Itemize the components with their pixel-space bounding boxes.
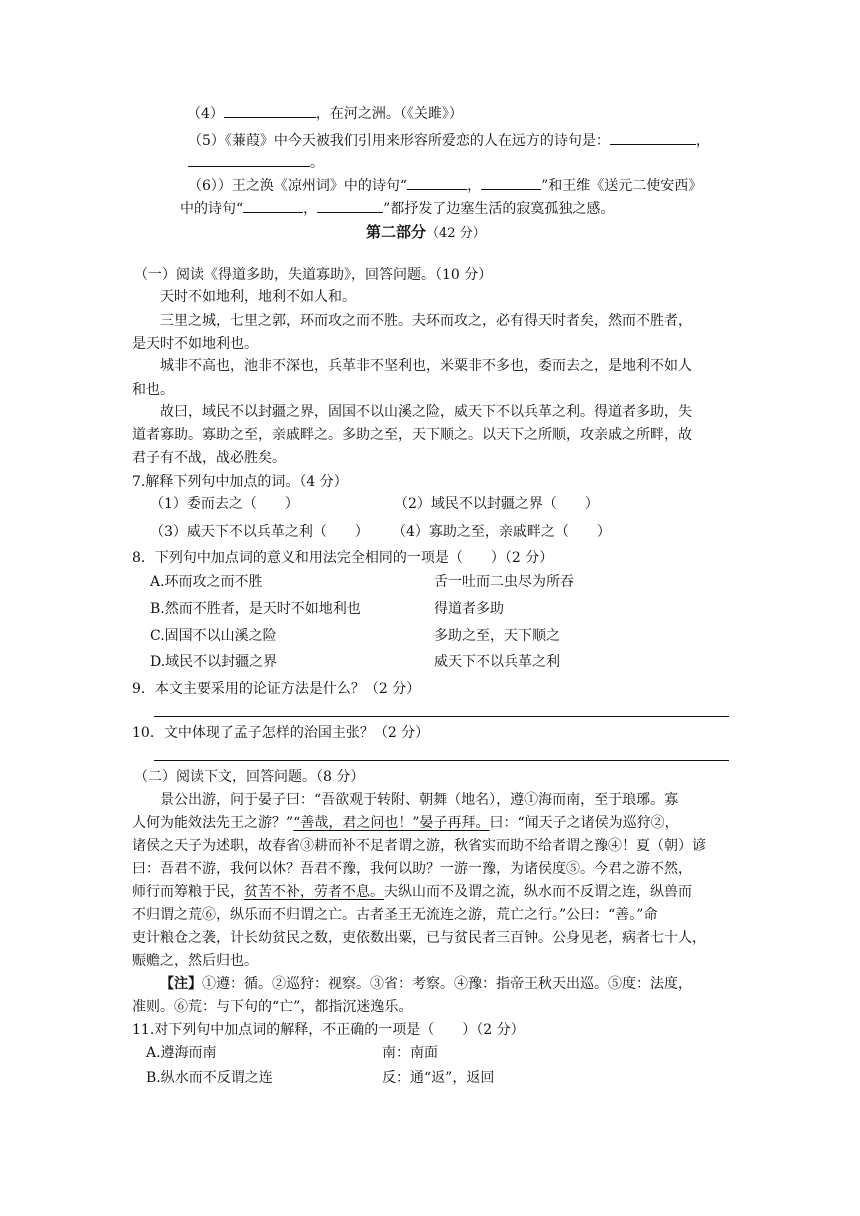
q8-option-c-right: 多助之至，天下顺之 [434,628,560,644]
section2-underlined-2: 贫苦不补，劳者不息。 [244,884,384,900]
section1-para1: 天时不如地利，地利不如人和。 [160,289,356,305]
section2-line4: 曰：吾君不游，我何以休？吾君不豫，我何以助？一游一豫，为诸侯度⑤。今君之游不然， [132,861,692,877]
q5-comma: ， [695,133,710,149]
q11-option-a-left: A.遵海而南 [146,1045,217,1061]
q11-option-b-right: 反：通“返”，返回 [382,1070,495,1086]
q4-line [187,103,463,124]
q4-text: ，在河之洲。（《关雎》） [315,106,463,122]
q6-blank-3[interactable] [243,198,303,213]
q9-answer-line[interactable] [154,716,729,717]
part2-score: （42 分） [426,226,486,241]
part2-heading [366,222,486,244]
section2-line2-a: 人何为能效法先王之游？” [132,815,294,831]
section2-line8: 赈赡之，然后归也。 [132,953,258,969]
q5-answer-blank-2[interactable] [188,152,310,167]
section2-line7: 吏计粮仓之袭，计长幼贫民之数，吏依数出粟，已与贫民者三百钟。公身见老，病者七十人， [132,930,706,946]
section2-line3: 诸侯之天子为述职，故春省③耕而补不足者谓之游，秋省实而助不给者谓之豫④！夏（朝）谚 [132,838,706,854]
q7-item1: （1）委而去之（ ） [150,496,299,512]
section1-heading: （一）阅读《得道多助，失道寡助》，回答问题。（10 分） [134,267,493,283]
section2-notes-line2: 准则。⑥荒：与下句的“亡”，都指沉迷逸乐。 [132,999,413,1015]
section1-para2-line2: 是天时不如地利也。 [132,336,258,352]
q5-end: 。 [310,155,324,171]
part2-title: 第二部分 [366,223,427,241]
q10-stem: 10．文中体现了孟子怎样的治国主张？（2 分） [132,725,430,741]
q5-line1 [188,130,710,151]
q7-item2: （2）域民不以封疆之界（ ） [394,496,599,512]
section1-para4-line3: 君子有不战，战必胜矣。 [132,450,286,466]
section1-para4-line2: 道者寡助。寡助之至，亲戚畔之。多助之至，天下顺之。以天下之所顺，攻亲戚之所畔，故 [132,427,692,443]
section2-line5-a: 师行而筹粮于民， [132,884,244,900]
q6-text-d: 中的诗句“ [180,201,244,217]
section1-para3-line2: 和也。 [132,382,174,398]
q6-blank-2[interactable] [481,175,541,190]
q8-stem: 8．下列句中加点词的意义和用法完全相同的一项是（ ）（2 分） [132,550,554,566]
q6-blank-4[interactable] [317,198,383,213]
q4-answer-blank[interactable] [224,103,316,118]
section1-para2-line1: 三里之城，七里之郭，环而攻之而不胜。夫环而攻之，必有得天时者矣，然而不胜者， [160,313,692,329]
q6-text-e: ， [303,201,318,217]
q6-text-f: ”都抒发了边塞生活的寂寞孤独之感。 [383,201,615,217]
section2-line5 [132,882,692,902]
section2-underlined-1: “善哉，君之问也！”晏子再拜。 [293,815,490,831]
q6-blank-1[interactable] [407,175,467,190]
q8-option-b-right: 得道者多助 [434,601,504,617]
q11-stem: 11.对下列句中加点词的解释，不正确的一项是（ ）（2 分） [132,1022,525,1038]
section2-notes-line1 [160,974,692,994]
q6-text-b: ， [467,178,482,194]
section2-line2-c: 曰：“闻天子之诸侯为巡狩②， [489,815,679,831]
q9-stem: 9．本文主要采用的论证方法是什么？（2 分） [132,681,421,697]
q8-option-d-left: D.域民不以封疆之界 [150,654,278,670]
q6-line1 [188,175,702,196]
section2-heading: （二）阅读下文，回答问题。（8 分） [134,769,365,785]
q5-stem: （5）《蒹葭》中今天被我们引用来形容所爱恋的人在远方的诗句是： [188,133,610,149]
q8-option-a-right: 舌一吐而二虫尽为所吞 [434,574,574,590]
section2-line5-c: 夫纵山而不及谓之流，纵水而不反谓之连，纵兽而 [384,884,692,900]
q7-stem: 7.解释下列句中加点的词。（4 分） [132,474,348,490]
q5-line2 [188,152,324,173]
q8-option-a-left: A.环而攻之而不胜 [150,574,263,590]
q5-answer-blank-1[interactable] [610,130,696,145]
q8-option-d-right: 威天下不以兵革之利 [434,654,560,670]
q8-option-b-left: B.然而不胜者，是天时不如地利也 [150,601,361,617]
q11-option-b-left: B.纵水而不反谓之连 [146,1070,273,1086]
q7-item3: （3）威天下不以兵革之利（ ） [150,524,369,540]
notes-label: 【注】 [160,976,202,992]
q6-text-c: ”和王维《送元二使安西》 [541,178,703,194]
section2-line1: 景公出游，问于晏子曰：“吾欲观于转附、朝舞（地名），遵①海而南，至于琅琊。寡 [160,792,679,808]
q11-option-a-right: 南：南面 [382,1045,438,1061]
q10-answer-line[interactable] [154,760,729,761]
q8-option-c-left: C.固国不以山溪之险 [150,628,277,644]
section1-para4-line1: 故曰，域民不以封疆之界，固国不以山溪之险，威天下不以兵革之利。得道者多助，失 [160,404,692,420]
q4-number: （4） [187,106,224,122]
section1-para3-line1: 城非不高也，池非不深也，兵革非不坚利也，米粟非不多也，委而去之，是地利不如人 [160,358,692,374]
q6-line2 [180,198,614,219]
q6-text-a: （6））王之涣《凉州词》中的诗句“ [188,178,408,194]
q7-item4: （4）寡助之至，亲戚畔之（ ） [392,524,611,540]
notes-text-1: ①遵：循。②巡狩：视察。③省：考察。④豫：指帝王秋天出巡。⑤度：法度， [202,976,692,992]
section2-line6: 不归谓之荒⑥，纵乐而不归谓之亡。古者圣王无流连之游，荒亡之行。”公曰：“善。”命 [132,907,658,923]
section2-line2 [132,813,679,833]
